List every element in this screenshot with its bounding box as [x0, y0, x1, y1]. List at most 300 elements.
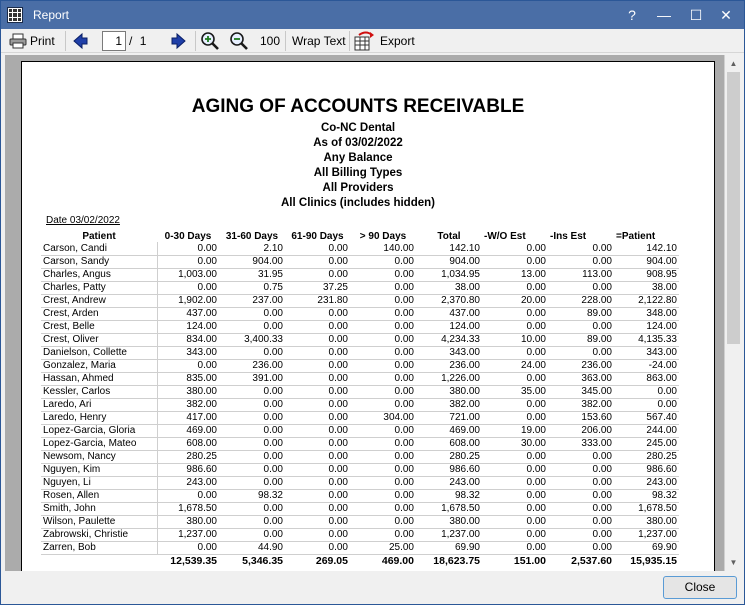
- table-row: [41, 372, 679, 385]
- amount-cell: 417.00: [157, 411, 219, 424]
- table-row: [41, 346, 679, 359]
- column-header: Patient: [82, 230, 116, 242]
- zoom-in-icon: [200, 31, 220, 51]
- amount-cell: 0.00: [350, 437, 416, 450]
- zoom-in-button[interactable]: [200, 30, 220, 52]
- amount-cell: 0.00: [482, 489, 548, 502]
- print-label: Print: [30, 34, 55, 48]
- amount-cell: 0.00: [219, 528, 285, 541]
- amount-cell: 1,226.00: [416, 372, 482, 385]
- amount-cell: 206.00: [548, 424, 614, 437]
- amount-cell: 280.25: [157, 450, 219, 463]
- amount-cell: 380.00: [416, 385, 482, 398]
- totals-row: [41, 554, 679, 568]
- patient-name-cell: Zabrowski, Christie: [41, 528, 157, 541]
- wrap-text-button[interactable]: [292, 30, 346, 52]
- amount-cell: 382.00: [416, 398, 482, 411]
- amount-cell: 1,237.00: [614, 528, 679, 541]
- table-row: [41, 268, 679, 281]
- amount-cell: 231.80: [285, 294, 350, 307]
- amount-cell: 0.00: [285, 437, 350, 450]
- amount-cell: 0.00: [350, 268, 416, 281]
- amount-cell: 0.00: [482, 398, 548, 411]
- table-row: [41, 294, 679, 307]
- amount-cell: 0.00: [285, 541, 350, 554]
- column-header: > 90 Days: [359, 230, 407, 242]
- total-cell: 269.05: [315, 555, 348, 568]
- table-row: [41, 437, 679, 450]
- amount-cell: 280.25: [416, 450, 482, 463]
- scroll-up-arrow-icon[interactable]: ▲: [729, 59, 738, 68]
- amount-cell: 0.00: [219, 450, 285, 463]
- report-viewer[interactable]: [5, 55, 741, 571]
- amount-cell: 345.00: [548, 385, 614, 398]
- amount-cell: 1,237.00: [416, 528, 482, 541]
- previous-page-button[interactable]: [71, 30, 89, 52]
- amount-cell: 35.00: [482, 385, 548, 398]
- column-header: 31-60 Days: [225, 230, 279, 242]
- amount-cell: 142.10: [416, 242, 482, 255]
- column-header: -W/O Est: [484, 230, 526, 242]
- amount-cell: 0.00: [285, 476, 350, 489]
- zoom-out-icon: [229, 31, 249, 51]
- amount-cell: 0.00: [350, 359, 416, 372]
- amount-cell: 236.00: [416, 359, 482, 372]
- amount-cell: 44.90: [219, 541, 285, 554]
- amount-cell: 2,122.80: [614, 294, 679, 307]
- amount-cell: 469.00: [416, 424, 482, 437]
- amount-cell: 0.00: [350, 255, 416, 268]
- amount-cell: 348.00: [614, 307, 679, 320]
- table-row: [41, 359, 679, 372]
- amount-cell: 904.00: [416, 255, 482, 268]
- amount-cell: 2.10: [219, 242, 285, 255]
- amount-cell: 380.00: [157, 515, 219, 528]
- table-row: [41, 489, 679, 502]
- amount-cell: 38.00: [614, 281, 679, 294]
- maximize-button[interactable]: ☐: [689, 7, 703, 23]
- amount-cell: 243.00: [416, 476, 482, 489]
- amount-cell: 0.00: [157, 255, 219, 268]
- amount-cell: 0.00: [219, 411, 285, 424]
- arrow-right-icon: [170, 32, 188, 50]
- amount-cell: 0.00: [285, 424, 350, 437]
- total-cell: 12,539.35: [170, 555, 217, 568]
- amount-cell: 0.00: [350, 515, 416, 528]
- patient-name-cell: Crest, Belle: [41, 320, 157, 333]
- amount-cell: 228.00: [548, 294, 614, 307]
- amount-cell: 0.00: [157, 541, 219, 554]
- amount-cell: 0.00: [548, 463, 614, 476]
- amount-cell: 834.00: [157, 333, 219, 346]
- patient-name-cell: Wilson, Paulette: [41, 515, 157, 528]
- amount-cell: 0.00: [285, 528, 350, 541]
- amount-cell: 0.00: [350, 476, 416, 489]
- table-row: [41, 320, 679, 333]
- report-subtitle-billing: All Billing Types: [313, 167, 403, 179]
- title-bar[interactable]: [1, 1, 744, 29]
- patient-name-cell: Lopez-Garcia, Gloria: [41, 424, 157, 437]
- amount-cell: 0.00: [482, 242, 548, 255]
- patient-name-cell: Carson, Sandy: [41, 255, 157, 268]
- patient-name-cell: Danielson, Collette: [41, 346, 157, 359]
- total-cell: 151.00: [513, 555, 546, 568]
- patient-name-cell: Kessler, Carlos: [41, 385, 157, 398]
- patient-name-cell: Carson, Candi: [41, 242, 157, 255]
- amount-cell: 69.90: [416, 541, 482, 554]
- amount-cell: 0.00: [548, 255, 614, 268]
- report-subtitle-as-of: As of 03/02/2022: [313, 137, 403, 149]
- wrap-text-label: Wrap Text: [292, 34, 346, 48]
- amount-cell: 0.75: [219, 281, 285, 294]
- amount-cell: 0.00: [548, 489, 614, 502]
- patient-name-cell: Smith, John: [41, 502, 157, 515]
- amount-cell: 153.60: [548, 411, 614, 424]
- amount-cell: 140.00: [350, 242, 416, 255]
- zoom-value: 100: [260, 34, 281, 48]
- amount-cell: 721.00: [416, 411, 482, 424]
- amount-cell: 391.00: [219, 372, 285, 385]
- amount-cell: 0.00: [285, 502, 350, 515]
- close-button[interactable]: Close: [663, 576, 737, 599]
- amount-cell: 0.00: [219, 502, 285, 515]
- page-total: 1: [139, 34, 147, 48]
- close-window-button[interactable]: ✕: [720, 7, 732, 23]
- amount-cell: 0.00: [157, 281, 219, 294]
- amount-cell: 0.00: [219, 346, 285, 359]
- amount-cell: 0.00: [482, 255, 548, 268]
- patient-name-cell: Laredo, Ari: [41, 398, 157, 411]
- amount-cell: 437.00: [157, 307, 219, 320]
- amount-cell: 38.00: [416, 281, 482, 294]
- amount-cell: 0.00: [285, 515, 350, 528]
- amount-cell: 0.00: [350, 307, 416, 320]
- amount-cell: 19.00: [482, 424, 548, 437]
- amount-cell: 237.00: [219, 294, 285, 307]
- amount-cell: 25.00: [350, 541, 416, 554]
- total-cell: 2,537.60: [571, 555, 612, 568]
- amount-cell: 0.00: [285, 242, 350, 255]
- amount-cell: 245.00: [614, 437, 679, 450]
- amount-cell: 0.00: [350, 528, 416, 541]
- amount-cell: 0.00: [219, 424, 285, 437]
- patient-name-cell: Rosen, Allen: [41, 489, 157, 502]
- patient-name-cell: Hassan, Ahmed: [41, 372, 157, 385]
- amount-cell: 0.00: [614, 385, 679, 398]
- table-header-row: [41, 230, 679, 242]
- total-cell: [41, 554, 157, 568]
- amount-cell: 0.00: [482, 463, 548, 476]
- amount-cell: 0.00: [548, 476, 614, 489]
- amount-cell: 0.00: [482, 541, 548, 554]
- bottom-bar: [1, 572, 744, 604]
- amount-cell: 0.00: [285, 372, 350, 385]
- patient-name-cell: Zarren, Bob: [41, 541, 157, 554]
- column-header: 0-30 Days: [164, 230, 212, 242]
- amount-cell: 31.95: [219, 268, 285, 281]
- amount-cell: 343.00: [416, 346, 482, 359]
- amount-cell: 567.40: [614, 411, 679, 424]
- total-cell: 15,935.15: [630, 555, 677, 568]
- amount-cell: 437.00: [416, 307, 482, 320]
- amount-cell: 0.00: [548, 346, 614, 359]
- amount-cell: 24.00: [482, 359, 548, 372]
- amount-cell: 0.00: [157, 489, 219, 502]
- patient-name-cell: Newsom, Nancy: [41, 450, 157, 463]
- column-header: =Patient: [616, 230, 656, 242]
- amount-cell: 0.00: [350, 489, 416, 502]
- report-subtitle-balance: Any Balance: [323, 152, 393, 164]
- amount-cell: 380.00: [157, 385, 219, 398]
- print-button[interactable]: [9, 30, 55, 52]
- amount-cell: 30.00: [482, 437, 548, 450]
- amount-cell: 0.00: [350, 424, 416, 437]
- amount-cell: 98.32: [219, 489, 285, 502]
- amount-cell: 0.00: [548, 502, 614, 515]
- amount-cell: 69.90: [614, 541, 679, 554]
- amount-cell: 37.25: [285, 281, 350, 294]
- amount-cell: 0.00: [219, 463, 285, 476]
- amount-cell: 236.00: [219, 359, 285, 372]
- patient-name-cell: Gonzalez, Maria: [41, 359, 157, 372]
- page-count: [129, 34, 146, 48]
- amount-cell: 113.00: [548, 268, 614, 281]
- amount-cell: 2,370.80: [416, 294, 482, 307]
- amount-cell: 304.00: [350, 411, 416, 424]
- amount-cell: 0.00: [219, 320, 285, 333]
- amount-cell: 380.00: [416, 515, 482, 528]
- amount-cell: 0.00: [350, 281, 416, 294]
- table-row: [41, 528, 679, 541]
- amount-cell: 89.00: [548, 307, 614, 320]
- report-page: [21, 61, 715, 571]
- amount-cell: 0.00: [285, 489, 350, 502]
- zoom-out-button[interactable]: [229, 30, 249, 52]
- patient-name-cell: Nguyen, Li: [41, 476, 157, 489]
- amount-cell: 0.00: [350, 346, 416, 359]
- amount-cell: 0.00: [548, 450, 614, 463]
- amount-cell: 343.00: [614, 346, 679, 359]
- export-label: Export: [380, 34, 415, 48]
- amount-cell: 13.00: [482, 268, 548, 281]
- table-row: [41, 541, 679, 554]
- amount-cell: 0.00: [219, 398, 285, 411]
- patient-name-cell: Crest, Arden: [41, 307, 157, 320]
- amount-cell: 0.00: [285, 385, 350, 398]
- table-row: [41, 463, 679, 476]
- table-row: [41, 424, 679, 437]
- amount-cell: 608.00: [416, 437, 482, 450]
- scroll-down-arrow-icon[interactable]: ▼: [729, 558, 738, 567]
- column-header: Total: [437, 230, 461, 242]
- amount-cell: 1,003.00: [157, 268, 219, 281]
- amount-cell: 0.00: [548, 242, 614, 255]
- amount-cell: 469.00: [157, 424, 219, 437]
- amount-cell: 382.00: [548, 398, 614, 411]
- amount-cell: 904.00: [219, 255, 285, 268]
- zoom-100-button[interactable]: [260, 30, 280, 52]
- total-cell: 469.00: [381, 555, 414, 568]
- amount-cell: 0.00: [219, 307, 285, 320]
- amount-cell: 333.00: [548, 437, 614, 450]
- amount-cell: 986.60: [614, 463, 679, 476]
- amount-cell: 124.00: [157, 320, 219, 333]
- amount-cell: 1,678.50: [416, 502, 482, 515]
- amount-cell: 4,234.33: [416, 333, 482, 346]
- help-button[interactable]: ?: [628, 7, 636, 23]
- patient-name-cell: Laredo, Henry: [41, 411, 157, 424]
- table-row: [41, 411, 679, 424]
- app-grid-icon: [7, 7, 23, 23]
- amount-cell: 124.00: [416, 320, 482, 333]
- amount-cell: 0.00: [548, 541, 614, 554]
- amount-cell: 1,678.50: [157, 502, 219, 515]
- export-button[interactable]: [354, 30, 415, 52]
- amount-cell: 10.00: [482, 333, 548, 346]
- arrow-left-icon: [71, 32, 89, 50]
- scroll-thumb[interactable]: [727, 72, 740, 344]
- amount-cell: 4,135.33: [614, 333, 679, 346]
- amount-cell: 1,678.50: [614, 502, 679, 515]
- patient-name-cell: Charles, Patty: [41, 281, 157, 294]
- amount-cell: 382.00: [157, 398, 219, 411]
- amount-cell: 0.00: [219, 515, 285, 528]
- amount-cell: 0.00: [285, 450, 350, 463]
- amount-cell: 243.00: [157, 476, 219, 489]
- amount-cell: 343.00: [157, 346, 219, 359]
- column-header: -Ins Est: [550, 230, 587, 242]
- amount-cell: 0.00: [350, 385, 416, 398]
- report-title: AGING OF ACCOUNTS RECEIVABLE: [191, 96, 525, 117]
- amount-cell: 98.32: [416, 489, 482, 502]
- page-number-input[interactable]: 1: [102, 31, 126, 51]
- table-row: [41, 398, 679, 411]
- printer-icon: [9, 33, 27, 49]
- amount-cell: 0.00: [350, 320, 416, 333]
- amount-cell: 244.00: [614, 424, 679, 437]
- amount-cell: 986.60: [157, 463, 219, 476]
- table-row: [41, 476, 679, 489]
- amount-cell: 0.00: [614, 398, 679, 411]
- table-row: [41, 255, 679, 268]
- amount-cell: 0.00: [548, 528, 614, 541]
- amount-cell: 0.00: [285, 463, 350, 476]
- amount-cell: 0.00: [548, 515, 614, 528]
- amount-cell: 1,237.00: [157, 528, 219, 541]
- amount-cell: 0.00: [350, 463, 416, 476]
- amount-cell: 0.00: [219, 385, 285, 398]
- amount-cell: 0.00: [285, 255, 350, 268]
- amount-cell: 0.00: [157, 242, 219, 255]
- minimize-button[interactable]: —: [657, 7, 671, 23]
- amount-cell: 243.00: [614, 476, 679, 489]
- amount-cell: 124.00: [614, 320, 679, 333]
- amount-cell: 0.00: [482, 450, 548, 463]
- amount-cell: 0.00: [285, 359, 350, 372]
- amount-cell: 363.00: [548, 372, 614, 385]
- amount-cell: 142.10: [614, 242, 679, 255]
- table-row: [41, 307, 679, 320]
- amount-cell: -24.00: [614, 359, 679, 372]
- table-row: [41, 385, 679, 398]
- amount-cell: 89.00: [548, 333, 614, 346]
- amount-cell: 904.00: [614, 255, 679, 268]
- amount-cell: 0.00: [350, 502, 416, 515]
- amount-cell: 1,034.95: [416, 268, 482, 281]
- amount-cell: 0.00: [482, 307, 548, 320]
- amount-cell: 0.00: [350, 333, 416, 346]
- amount-cell: 0.00: [350, 372, 416, 385]
- amount-cell: 0.00: [482, 346, 548, 359]
- amount-cell: 0.00: [285, 398, 350, 411]
- amount-cell: 0.00: [285, 333, 350, 346]
- total-cell: 18,623.75: [433, 555, 480, 568]
- table-row: [41, 242, 679, 255]
- export-icon: [354, 31, 376, 51]
- amount-cell: 908.95: [614, 268, 679, 281]
- amount-cell: 280.25: [614, 450, 679, 463]
- column-header: 61-90 Days: [291, 230, 344, 242]
- amount-cell: 0.00: [482, 502, 548, 515]
- next-page-button[interactable]: [170, 30, 188, 52]
- toolbar: [1, 29, 744, 53]
- amount-cell: 0.00: [482, 411, 548, 424]
- amount-cell: 608.00: [157, 437, 219, 450]
- amount-cell: 0.00: [285, 268, 350, 281]
- patient-name-cell: Crest, Andrew: [41, 294, 157, 307]
- patient-name-cell: Nguyen, Kim: [41, 463, 157, 476]
- patient-name-cell: Crest, Oliver: [41, 333, 157, 346]
- report-subtitle-practice: Co-NC Dental: [320, 122, 396, 134]
- amount-cell: 0.00: [350, 294, 416, 307]
- amount-cell: 0.00: [482, 320, 548, 333]
- amount-cell: 98.32: [614, 489, 679, 502]
- report-date: Date 03/02/2022: [46, 215, 120, 226]
- amount-cell: 0.00: [548, 281, 614, 294]
- amount-cell: 3,400.33: [219, 333, 285, 346]
- amount-cell: 0.00: [482, 528, 548, 541]
- amount-cell: 236.00: [548, 359, 614, 372]
- amount-cell: 863.00: [614, 372, 679, 385]
- amount-cell: 0.00: [482, 515, 548, 528]
- amount-cell: 1,902.00: [157, 294, 219, 307]
- amount-cell: 0.00: [219, 437, 285, 450]
- amount-cell: 0.00: [482, 372, 548, 385]
- amount-cell: 0.00: [219, 476, 285, 489]
- patient-name-cell: Charles, Angus: [41, 268, 157, 281]
- table-row: [41, 333, 679, 346]
- amount-cell: 0.00: [285, 411, 350, 424]
- report-subtitle-clinics: All Clinics (includes hidden): [281, 197, 435, 209]
- amount-cell: 0.00: [482, 281, 548, 294]
- amount-cell: 0.00: [350, 398, 416, 411]
- amount-cell: 986.60: [416, 463, 482, 476]
- patient-name-cell: Lopez-Garcia, Mateo: [41, 437, 157, 450]
- amount-cell: 380.00: [614, 515, 679, 528]
- window-title: Report: [33, 8, 70, 22]
- amount-cell: 0.00: [285, 346, 350, 359]
- table-row: [41, 450, 679, 463]
- vertical-scrollbar[interactable]: [724, 55, 741, 571]
- amount-cell: 0.00: [157, 359, 219, 372]
- amount-cell: 0.00: [548, 320, 614, 333]
- aging-table: [41, 230, 679, 568]
- amount-cell: 835.00: [157, 372, 219, 385]
- amount-cell: 0.00: [285, 320, 350, 333]
- page-separator: /: [129, 34, 133, 48]
- amount-cell: 20.00: [482, 294, 548, 307]
- amount-cell: 0.00: [482, 476, 548, 489]
